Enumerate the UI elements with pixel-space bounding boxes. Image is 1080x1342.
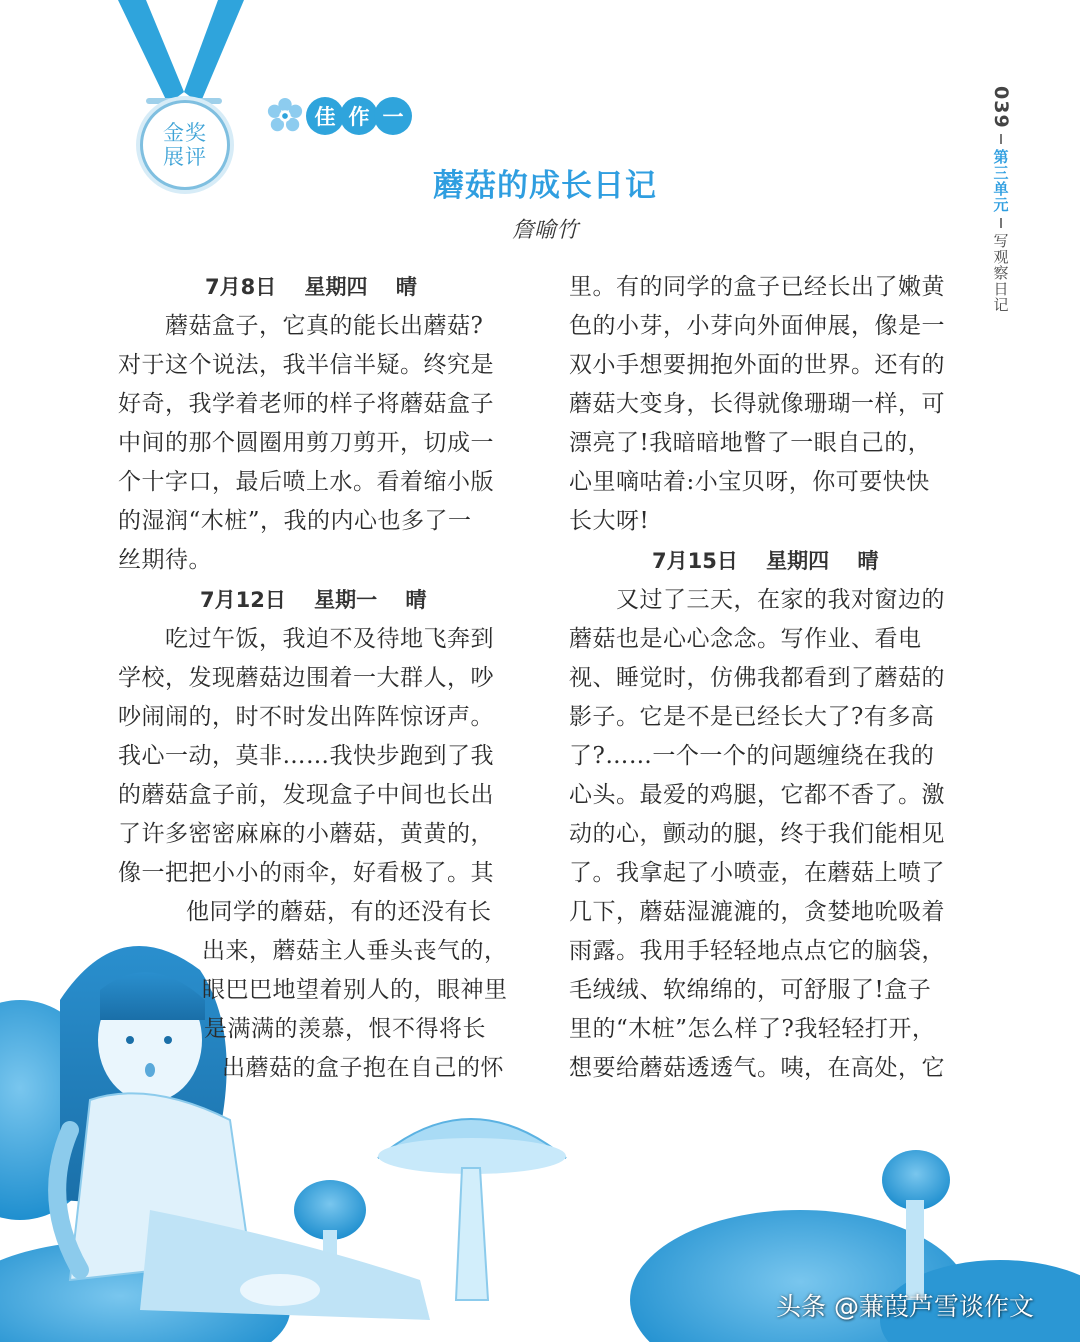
topic-label: 写观察日记 — [991, 232, 1010, 313]
divider — [1000, 218, 1002, 228]
tag-char-1: 佳 — [306, 97, 344, 135]
text-line: 吵闹闹的，时不时发出阵阵惊讶声。 — [118, 704, 494, 730]
text-line: 毛绒绒、软绵绵的，可舒服了!盒子 — [569, 977, 932, 1003]
text-line: 好奇，我学着老师的样子将蘑菇盒子 — [118, 391, 494, 417]
text-line: 眼巴巴地望着别人的，眼神里 — [202, 977, 508, 1003]
text-line: 像一把把小小的雨伞，好看极了。其 — [118, 860, 494, 886]
text-line: 影子。它是不是已经长大了?有多高 — [569, 704, 935, 730]
entry-date: 7月15日 星期四 晴 — [652, 549, 879, 573]
text-line: 长大呀! — [569, 508, 650, 534]
divider — [1000, 134, 1002, 144]
text-line: 了许多密密麻麻的小蘑菇，黄黄的， — [118, 821, 494, 847]
article-title: 蘑菇的成长日记 — [433, 168, 657, 204]
badge-line-2: 展评 — [163, 145, 207, 169]
text-line: 蘑菇大变身，长得就像珊瑚一样，可 — [569, 391, 945, 417]
text-line: 吃过午饭，我迫不及待地飞奔到 — [118, 626, 494, 652]
flower-icon — [266, 97, 304, 135]
text-line: 的湿润“木桩”，我的内心也多了一 — [118, 508, 472, 534]
text-line: 了。我拿起了小喷壶，在蘑菇上喷了 — [569, 860, 945, 886]
section-tag — [266, 96, 408, 136]
text-line: 心头。最爱的鸡腿，它都不香了。激 — [569, 782, 945, 808]
text-line: 他同学的蘑菇，有的还没有长 — [186, 899, 492, 925]
text-line: 中间的那个圆圈用剪刀剪开，切成一 — [118, 430, 494, 456]
text-line: 想要给蘑菇透透气。咦，在高处，它 — [569, 1055, 945, 1081]
article-author: 詹喻竹 — [511, 218, 578, 243]
text-line: 又过了三天，在家的我对窗边的 — [569, 587, 945, 613]
text-line: 里。有的同学的盒子已经长出了嫩黄 — [569, 274, 945, 300]
badge-line-1: 金奖 — [163, 121, 207, 145]
text-line: 蘑菇盒子，它真的能长出蘑菇? — [118, 313, 484, 339]
tag-char-3: 一 — [374, 97, 412, 135]
text-line: 学校，发现蘑菇边围着一大群人，吵 — [118, 665, 494, 691]
text-line: 漂亮了!我暗暗地瞥了一眼自己的， — [569, 430, 932, 456]
unit-label: 第三单元 — [991, 148, 1010, 213]
text-line: 心里嘀咕着:小宝贝呀，你可要快快 — [569, 469, 930, 495]
tag-char-2: 作 — [340, 97, 378, 135]
source-watermark: 头条 @蒹葭芦雪谈作文 — [776, 1292, 1034, 1321]
side-page-marker — [987, 86, 1015, 313]
text-line: 对于这个说法，我半信半疑。终究是 — [118, 352, 494, 378]
text-line: 雨露。我用手轻轻地点点它的脑袋， — [569, 938, 945, 964]
text-line: 双小手想要拥抱外面的世界。还有的 — [569, 352, 945, 378]
page-number: 039 — [990, 86, 1012, 129]
text-line: 动的心，颤动的腿，终于我们能相见 — [569, 821, 945, 847]
ribbon-graphic — [118, 0, 248, 110]
text-line: 出蘑菇的盒子抱在自己的怀 — [222, 1055, 504, 1081]
text-line: 出来，蘑菇主人垂头丧气的， — [202, 938, 508, 964]
text-line: 了?……一个一个的问题缠绕在我的 — [569, 743, 935, 769]
text-line: 丝期待。 — [118, 547, 212, 573]
text-line: 我心一动，莫非……我快步跑到了我 — [118, 743, 494, 769]
text-line: 里的“木桩”怎么样了?我轻轻打开， — [569, 1016, 936, 1042]
text-line: 几下，蘑菇湿漉漉的，贪婪地吮吸着 — [569, 899, 945, 925]
text-line: 蘑菇也是心心念念。写作业、看电 — [569, 626, 922, 652]
entry-date: 7月12日 星期一 晴 — [200, 588, 427, 612]
text-line: 色的小芽，小芽向外面伸展，像是一 — [569, 313, 945, 339]
text-line: 视、睡觉时，仿佛我都看到了蘑菇的 — [569, 665, 945, 691]
text-line: 的蘑菇盒子前，发现盒子中间也长出 — [118, 782, 494, 808]
text-line: 是满满的羡慕，恨不得将长 — [204, 1016, 486, 1042]
entry-date: 7月8日 星期四 晴 — [205, 275, 417, 299]
text-line: 个十字口，最后喷上水。看着缩小版 — [118, 469, 494, 495]
